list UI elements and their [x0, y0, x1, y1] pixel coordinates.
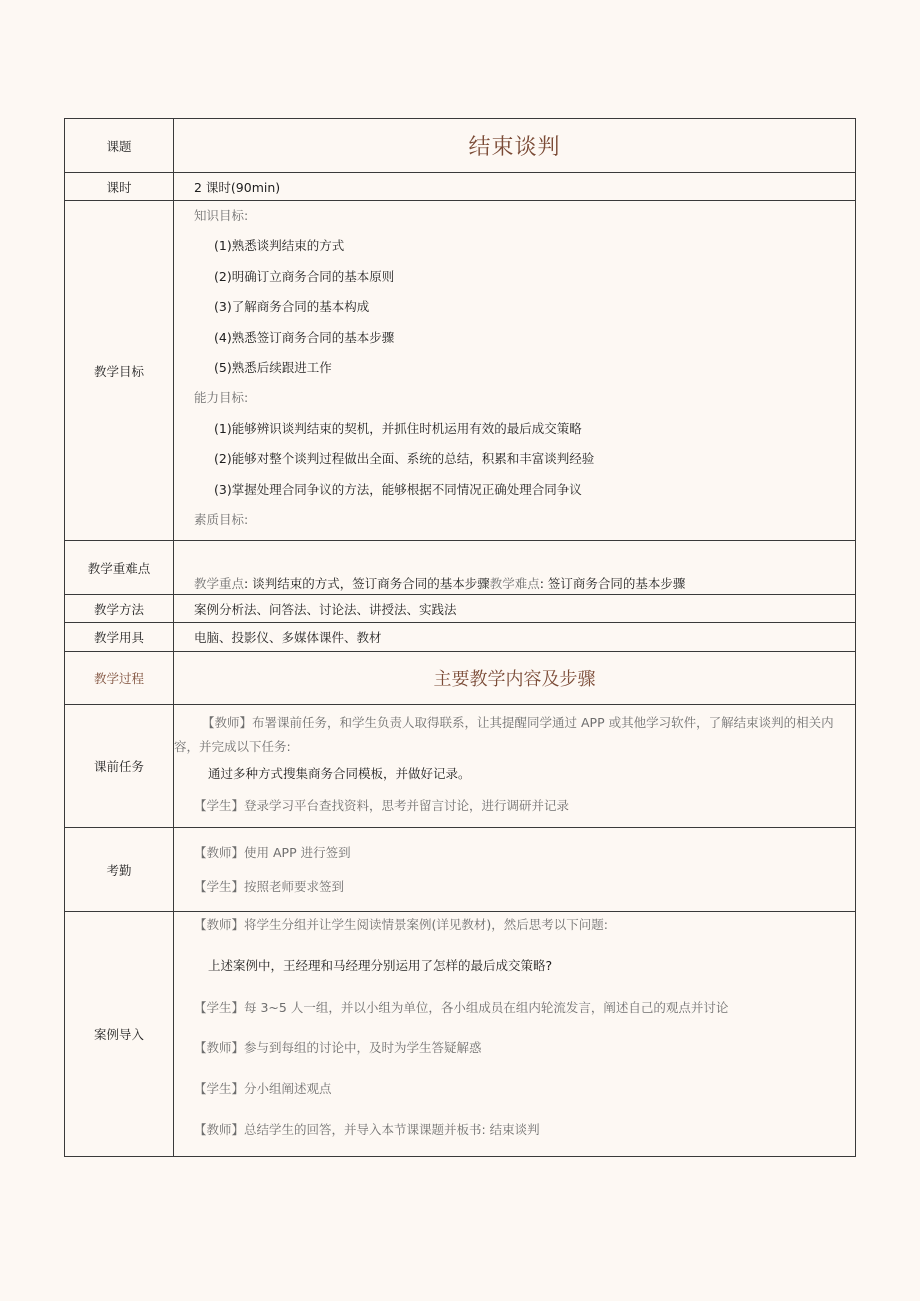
row-hours: [65, 173, 856, 201]
knowledge-item: (2)明确订立商务合同的基本原则: [214, 268, 395, 284]
pre-class-student: 【学生】登录学习平台查找资料，思考并留言讨论，进行调研并记录: [194, 798, 570, 813]
hours-value: 2 课时(90min): [174, 173, 856, 201]
objectives-content: [174, 201, 856, 541]
attendance-content: [174, 828, 856, 912]
case-intro-content: [174, 912, 856, 1157]
pre-class-label: 课前任务: [65, 705, 174, 828]
knowledge-item: (4)熟悉签订商务合同的基本步骤: [214, 329, 395, 345]
knowledge-title: 知识目标:: [194, 208, 249, 223]
knowledge-item: (1)熟悉谈判结束的方式: [214, 238, 345, 254]
row-objectives: [65, 201, 856, 541]
methods-label: 教学方法: [65, 595, 174, 623]
key-text: : 谈判结束的方式，签订商务合同的基本步骤: [244, 576, 490, 591]
pre-class-teacher: 【教师】布署课前任务，和学生负责人取得联系，让其提醒同学通过 APP 或其他学习软件，了解结束谈判的相关内容，并完成以下任务:: [174, 715, 834, 754]
difficult-title: 教学难点: [489, 576, 540, 591]
quality-title: 素质目标:: [194, 512, 249, 528]
tools-label: 教学用具: [65, 623, 174, 652]
case-intro-line: 【教师】参与到每组的讨论中，及时为学生答疑解惑: [194, 1040, 482, 1055]
topic-title: 结束谈判: [174, 119, 856, 173]
row-process-header: [65, 652, 856, 705]
ability-title: 能力目标:: [194, 390, 249, 406]
case-intro-line: 【教师】总结学生的回答，并导入本节课课题并板书: 结束谈判: [194, 1122, 540, 1137]
difficult-text: : 签订商务合同的基本步骤: [539, 576, 686, 591]
methods-value: 案例分析法、问答法、讨论法、讲授法、实践法: [174, 595, 856, 623]
row-tools: [65, 623, 856, 652]
row-topic: [65, 119, 856, 173]
attendance-label: 考勤: [65, 828, 174, 912]
knowledge-item: (3)了解商务合同的基本构成: [214, 299, 370, 315]
hours-label: 课时: [65, 173, 174, 201]
case-intro-line: 【学生】分小组阐述观点: [194, 1081, 332, 1096]
case-intro-line: 【教师】将学生分组并让学生阅读情景案例(详见教材)，然后思考以下问题:: [194, 917, 608, 932]
row-pre-class: [65, 705, 856, 828]
process-header-right: 主要教学内容及步骤: [174, 652, 856, 705]
row-keypoints: [65, 541, 856, 595]
row-attendance: [65, 828, 856, 912]
row-case-intro: [65, 912, 856, 1157]
process-header-left: 教学过程: [65, 652, 174, 705]
tools-value: 电脑、投影仪、多媒体课件、教材: [174, 623, 856, 652]
ability-item: (1)能够辨识谈判结束的契机，并抓住时机运用有效的最后成交策略: [214, 420, 582, 436]
key-title: 教学重点: [194, 576, 245, 591]
objectives-label: 教学目标: [65, 201, 174, 541]
knowledge-item: (5)熟悉后续跟进工作: [214, 360, 332, 376]
keypoints-content: [174, 541, 856, 595]
case-intro-line: 【学生】每 3~5 人一组，并以小组为单位，各小组成员在组内轮流发言，阐述自己的观点并讨论: [194, 1000, 729, 1015]
case-intro-label: 案例导入: [65, 912, 174, 1157]
lesson-plan-sheet: [64, 118, 856, 1157]
keypoints-label: 教学重难点: [65, 541, 174, 595]
topic-label: 课题: [65, 119, 174, 173]
pre-class-content: [174, 705, 856, 828]
ability-item: (2)能够对整个谈判过程做出全面、系统的总结，积累和丰富谈判经验: [214, 451, 595, 467]
case-intro-question: 上述案例中，王经理和马经理分别运用了怎样的最后成交策略?: [208, 958, 553, 973]
lesson-plan-table: [64, 118, 856, 1157]
pre-class-task: 通过多种方式搜集商务合同模板，并做好记录。: [208, 766, 471, 781]
ability-item: (3)掌握处理合同争议的方法，能够根据不同情况正确处理合同争议: [214, 481, 582, 497]
row-methods: [65, 595, 856, 623]
attendance-teacher: 【教师】使用 APP 进行签到: [194, 844, 351, 860]
attendance-student: 【学生】按照老师要求签到: [194, 878, 345, 894]
